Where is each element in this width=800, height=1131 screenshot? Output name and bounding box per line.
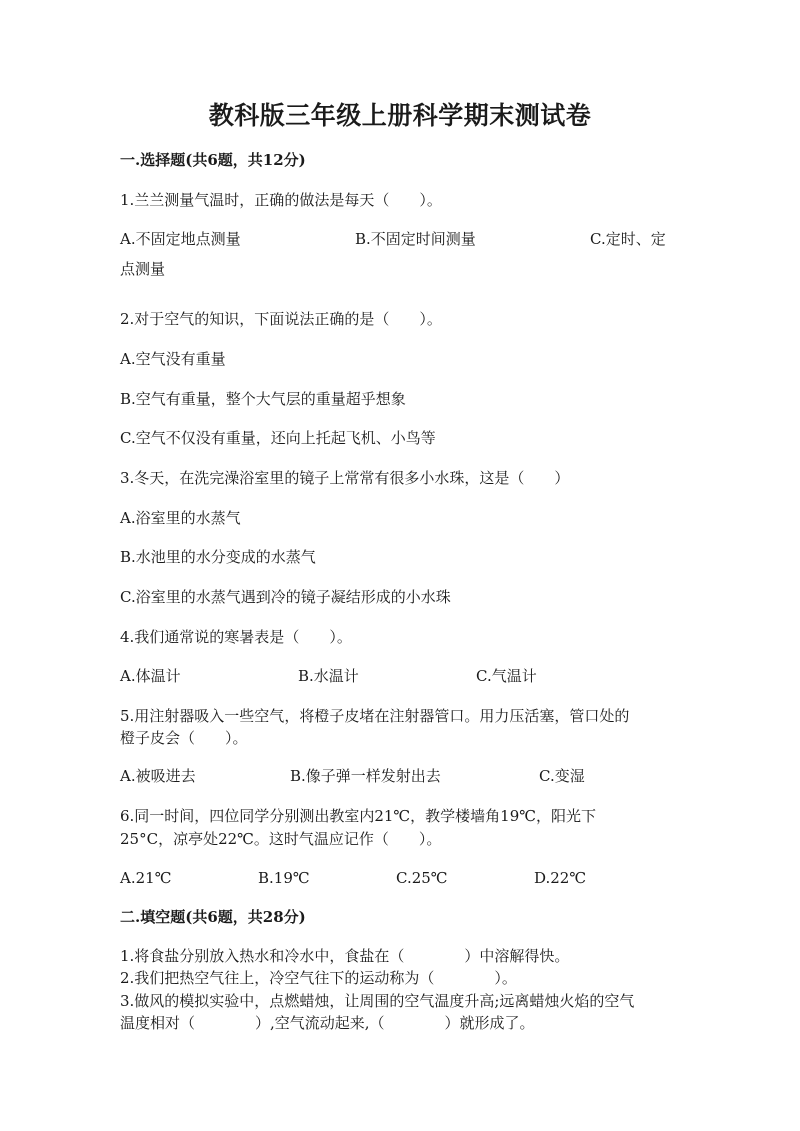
question-6-option-d: D.22℃ xyxy=(534,869,587,887)
fill-question-1: 1.将食盐分别放入热水和冷水中，食盐在（ ）中溶解得快。 xyxy=(120,947,570,965)
page-title: 教科版三年级上册科学期末测试卷 xyxy=(208,101,592,130)
question-1-option-a: A.不固定地点测量 xyxy=(120,230,241,248)
question-3-stem: 3.冬天，在洗完澡浴室里的镜子上常常有很多小水珠，这是（ ） xyxy=(120,469,570,487)
question-5-option-a: A.被吸进去 xyxy=(120,767,196,785)
question-4-stem: 4.我们通常说的寒暑表是（ ）。 xyxy=(120,628,352,646)
question-1-option-c: C.定时、定 xyxy=(590,230,666,248)
fill-question-3-line1: 3.做风的模拟实验中，点燃蜡烛，让周围的空气温度升高;远离蜡烛火焰的空气 xyxy=(120,992,635,1010)
question-6-option-b: B.19℃ xyxy=(258,869,310,887)
section-heading-fill-in: 二.填空题(共6题，共28分) xyxy=(120,908,306,926)
question-6-option-a: A.21℃ xyxy=(120,869,172,887)
question-5-option-b: B.像子弹一样发射出去 xyxy=(290,767,441,785)
question-1-stem: 1.兰兰测量气温时，正确的做法是每天（ ）。 xyxy=(120,191,442,209)
question-2-option-c: C.空气不仅没有重量，还向上托起飞机、小鸟等 xyxy=(120,429,436,447)
question-6-stem-line2: 25°C，凉亭处22℃。这时气温应记作（ ）。 xyxy=(120,830,442,848)
question-3-option-b: B.水池里的水分变成的水蒸气 xyxy=(120,548,316,566)
fill-question-3-line2: 温度相对（ ）,空气流动起来,（ ）就形成了。 xyxy=(120,1014,535,1032)
question-5-stem-line1: 5.用注射器吸入一些空气，将橙子皮堵在注射器管口。用力压活塞，管口处的 xyxy=(120,707,630,725)
question-5-option-c: C.变湿 xyxy=(539,767,585,785)
question-6-option-c: C.25℃ xyxy=(396,869,448,887)
question-2-option-a: A.空气没有重量 xyxy=(120,350,226,368)
question-2-stem: 2.对于空气的知识，下面说法正确的是（ ）。 xyxy=(120,310,442,328)
question-4-option-c: C.气温计 xyxy=(476,667,537,685)
question-4-option-a: A.体温计 xyxy=(120,667,181,685)
question-6-stem-line1: 6.同一时间，四位同学分别测出教室内21℃，教学楼墙角19℃，阳光下 xyxy=(120,807,597,825)
question-1-option-c-continued: 点测量 xyxy=(120,260,166,278)
question-4-option-b: B.水温计 xyxy=(298,667,359,685)
section-heading-choice: 一.选择题(共6题，共12分) xyxy=(120,151,306,169)
question-3-option-a: A.浴室里的水蒸气 xyxy=(120,509,241,527)
question-5-stem-line2: 橙子皮会（ ）。 xyxy=(120,729,248,747)
fill-question-2: 2.我们把热空气往上，冷空气往下的运动称为（ ）。 xyxy=(120,969,517,987)
question-2-option-b: B.空气有重量，整个大气层的重量超乎想象 xyxy=(120,390,406,408)
question-1-option-b: B.不固定时间测量 xyxy=(355,230,476,248)
question-3-option-c: C.浴室里的水蒸气遇到冷的镜子凝结形成的小水珠 xyxy=(120,588,451,606)
